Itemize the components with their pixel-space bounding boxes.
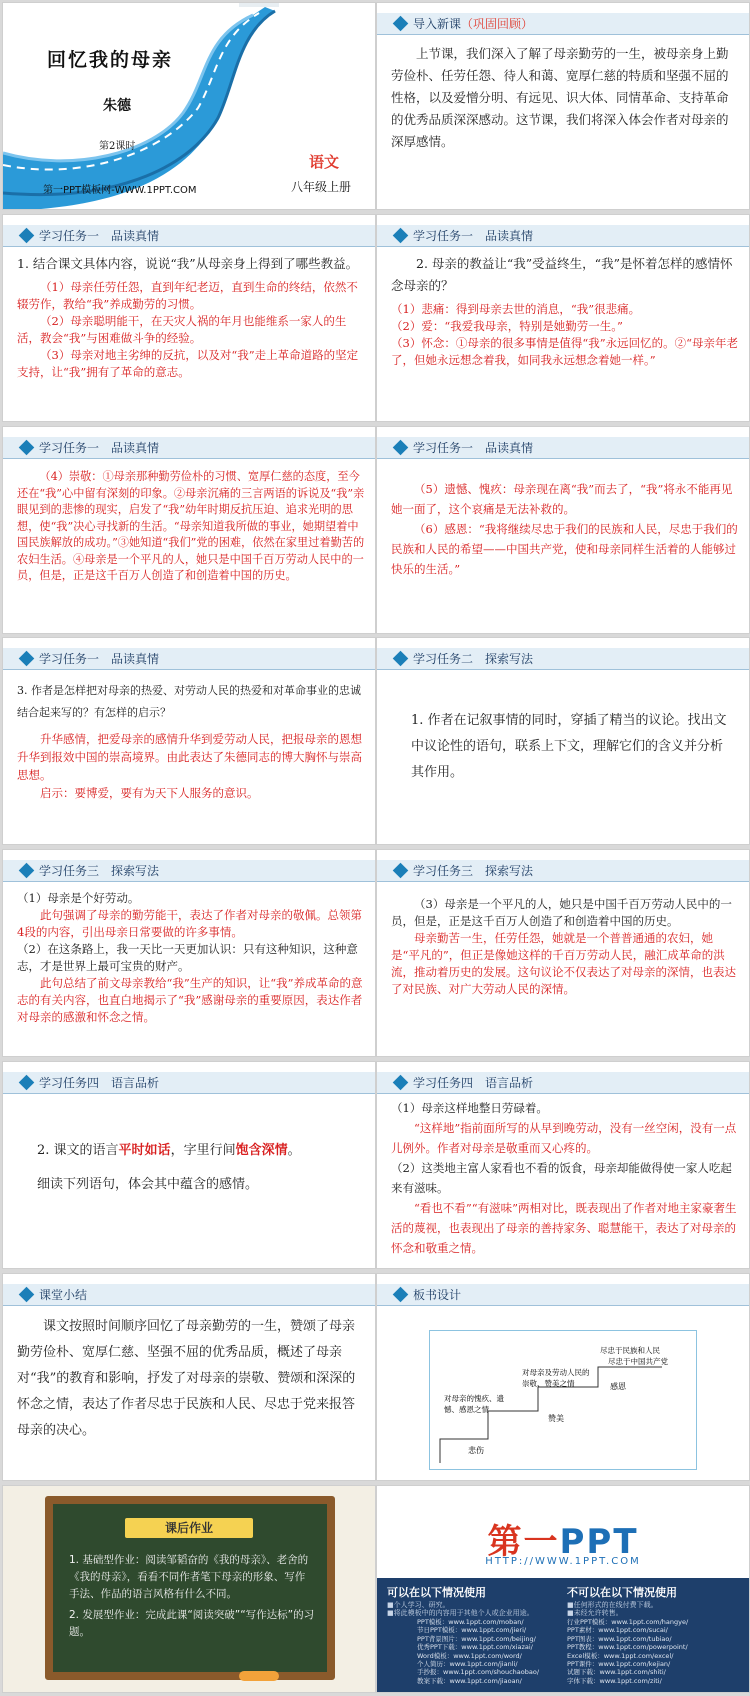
slide-header bbox=[3, 860, 375, 882]
brand-url: HTTP://WWW.1PPT.COM bbox=[485, 1556, 641, 1567]
footer-link[interactable]: 字体下载：www.1ppt.com/ziti/ bbox=[567, 1676, 662, 1685]
diamond-icon bbox=[393, 1075, 409, 1091]
slide-header bbox=[377, 648, 749, 670]
slide-task1-q2-cont[interactable] bbox=[2, 426, 376, 634]
footer-link[interactable]: PPT教程：www.1ppt.com/powerpoint/ bbox=[567, 1643, 688, 1652]
analysis-2: “看也不看”“有滋味”两相对比，既表现出了作者对地主家豪奢生活的蔑视，也表现出了母亲的善持家务、聪慧能干，表达了对母亲的怀念和敬重之情。 bbox=[391, 1201, 737, 1255]
quote-3: （3）母亲是一个平凡的人，她只是中国千百万劳动人民中的一员，但是，正是这千百万人创造了和创造着中国的历史。 bbox=[391, 897, 732, 928]
slide-title-text: 回忆我的母亲 bbox=[47, 49, 174, 71]
slide-header bbox=[3, 437, 375, 459]
slide-task1-q1[interactable] bbox=[2, 214, 376, 422]
brand-logo: 第一PPT bbox=[487, 1522, 639, 1562]
homework-item-1: 1. 基础型作业：阅读邹韬奋的《我的母亲》、老舍的《我的母亲》，看看不同作者笔下母亲的形象、写作手法、作品的语言风格有什么不同。 bbox=[69, 1554, 309, 1600]
header-title: 学习任务四 语言品析 bbox=[39, 1076, 160, 1090]
slide-summary[interactable] bbox=[2, 1273, 376, 1481]
answer-4: （4）崇敬：①母亲那种勤劳俭朴的习惯、宽厚仁慈的态度，至今还在“我”心中留有深刻的印象。②母亲沉痛的三言两语的诉说及“我”亲眼见到的悲惨的现实，启发了“我”幼年时期反抗压迫、追求光明的思想，使“我”决心寻找新的生活。“母亲知道我所做的事业，她期望着中国民族解放的成功。”③她知道“我们”党的困难，依然在家里过着勤苦的农妇生活。④母亲是一个平凡的人，她只是中国千百万劳动人民中的一员，但是，正是这千百万人创造了和创造着中国的历史。 bbox=[17, 470, 365, 582]
summary-text: 课文按照时间顺序回忆了母亲勤劳的一生，赞颂了母亲勤劳俭朴、宽厚仁慈、坚强不屈的优秀品质，概述了母亲对“我”的教育和影响，抒发了对母亲的崇敬、赞颂和深深的怀念之情，表达了作者尽忠于民族和人民、尽忠于党来报答母亲的决心。 bbox=[17, 1319, 356, 1438]
can-use-title: 可以在以下情况使用 bbox=[387, 1586, 486, 1599]
footer-link[interactable]: Excel模板：www.1ppt.com/excel/ bbox=[567, 1651, 674, 1660]
analysis-3: 母亲勤苦一生，任劳任怨，她就是一个普普通通的农妇，她是“平凡的”，但正是像她这样的千百万劳动人民，融汇成革命的洪流，推动着历史的发展。这句议论不仅表达了对母亲的深情，也表达了对民族、对广大劳动人民的深情。 bbox=[391, 931, 736, 996]
slide-task3-a[interactable] bbox=[2, 849, 376, 1057]
slide-header bbox=[3, 1284, 375, 1306]
step2-bottom: 赞美 bbox=[548, 1414, 564, 1423]
footer-link[interactable]: 教案下载：www.1ppt.com/jiaoan/ bbox=[417, 1676, 522, 1685]
footer-link[interactable]: 试题下载：www.1ppt.com/shiti/ bbox=[567, 1668, 666, 1677]
quote-1: （1）母亲这样地整日劳碌着。 bbox=[391, 1101, 548, 1115]
footer-link[interactable]: 手抄报：www.1ppt.com/shouchaobao/ bbox=[417, 1668, 540, 1677]
slide-header bbox=[377, 225, 749, 247]
language-note: 2. 课文的语言平时如话，字里行间饱含深情。 bbox=[37, 1143, 301, 1158]
slide-intro[interactable] bbox=[376, 2, 750, 210]
cannot-use-sub2: ■未经允许转售。 bbox=[567, 1609, 623, 1617]
footer-link[interactable]: PPT素材：www.1ppt.com/sucai/ bbox=[567, 1626, 668, 1635]
task-text: 1. 作者在记叙事情的同时，穿插了精当的议论。找出文中议论性的语句，联系上下文，理解它们的含义并分析其作用。 bbox=[411, 713, 727, 780]
slide-header bbox=[377, 13, 749, 35]
footer-link[interactable]: 行业PPT模板：www.1ppt.com/hangye/ bbox=[567, 1618, 689, 1626]
header-subtitle: （巩固回顾） bbox=[461, 17, 534, 31]
step3-top2: 尽忠于中国共产党 bbox=[608, 1357, 668, 1366]
diamond-icon bbox=[19, 863, 35, 879]
diamond-icon bbox=[393, 1287, 409, 1303]
subject-label: 语文 bbox=[309, 153, 340, 171]
links-left bbox=[417, 1618, 539, 1685]
diamond-icon bbox=[19, 228, 35, 244]
links-right bbox=[567, 1618, 688, 1685]
answer-1: （1）悲痛：得到母亲去世的消息，“我”很悲痛。 bbox=[391, 302, 641, 316]
diamond-icon bbox=[19, 1287, 35, 1303]
header-title: 板书设计 bbox=[413, 1288, 462, 1302]
footer-link[interactable]: 节日PPT模板：www.1ppt.com/jieri/ bbox=[417, 1626, 527, 1635]
slide-header bbox=[3, 648, 375, 670]
lesson-label: 第2课时 bbox=[99, 141, 136, 152]
staircase-diagram bbox=[429, 1330, 697, 1470]
header-title: 学习任务二 探索写法 bbox=[413, 652, 534, 666]
step1-bottom: 悲伤 bbox=[468, 1446, 484, 1455]
header-title: 学习任务三 探索写法 bbox=[39, 864, 160, 878]
slide-header bbox=[377, 1072, 749, 1094]
footer-link[interactable]: Word模板：www.1ppt.com/word/ bbox=[417, 1651, 522, 1660]
footer-link[interactable]: PPT图表：www.1ppt.com/tubiao/ bbox=[567, 1634, 672, 1643]
header-title: 学习任务一 品读真情 bbox=[39, 441, 160, 455]
answer-1: 升华感情，把爱母亲的感情升华到爱劳动人民，把报母亲的恩想升华到报效中国的崇高境界。由此表达了朱德同志的博大胸怀与崇高思想。 bbox=[17, 732, 362, 782]
cannot-use-title: 不可以在以下情况使用 bbox=[567, 1586, 677, 1599]
header-title: 学习任务三 探索写法 bbox=[413, 864, 534, 878]
analysis-2: 此句总结了前文母亲教给“我”生产的知识，让“我”养成革命的意志的有关内容，也直白地揭示了“我”感谢母亲的重要原因，表达作者对母亲的感激和怀念之情。 bbox=[17, 976, 363, 1024]
chalkboard bbox=[45, 1496, 335, 1680]
site-label: 第一PPT模板网-WWW.1PPT.COM bbox=[43, 185, 197, 196]
slide-header bbox=[3, 225, 375, 247]
header-title: 导入新课 bbox=[413, 17, 462, 31]
diamond-icon bbox=[19, 651, 35, 667]
keyword-2: 饱含深情 bbox=[235, 1143, 288, 1158]
author: 朱德 bbox=[103, 98, 131, 114]
answer-1: （1）母亲任劳任怨，直到年纪老迈，直到生命的终结，依然不辍劳作，教给“我”养成勤劳的习惯。 bbox=[17, 280, 358, 311]
quote-2: （2）在这条路上，我一天比一天更加认识：只有这种知识，这种意志，才是世界上最可宝贵的财产。 bbox=[17, 942, 358, 973]
slide-task1-q2[interactable] bbox=[376, 214, 750, 422]
slide-task1-q3[interactable] bbox=[2, 637, 376, 845]
question-text: 2. 母亲的教益让“我”受益终生，“我”是怀着怎样的感情怀念母亲的？ bbox=[391, 256, 733, 293]
quote-2: （2）这类地主富人家看也不看的饭食，母亲却能做得使一家人吃起来有滋味。 bbox=[391, 1161, 732, 1195]
slide-homework[interactable] bbox=[2, 1485, 376, 1693]
header-title: 课堂小结 bbox=[39, 1288, 88, 1302]
homework-list bbox=[69, 1552, 315, 1641]
grade-label: 八年级上册 bbox=[291, 180, 352, 194]
usage-panel bbox=[377, 1578, 749, 1693]
footer-link[interactable]: 优秀PPT下载：www.1ppt.com/xiazai/ bbox=[417, 1643, 533, 1652]
header-title: 学习任务一 品读真情 bbox=[413, 441, 534, 455]
keyword-1: 平时如话 bbox=[118, 1143, 171, 1158]
slide-task4-b[interactable] bbox=[376, 1061, 750, 1269]
can-use-sub2: ■将此模板中的内容用于其他个人或企业用途。 bbox=[387, 1609, 534, 1617]
analysis-1: 此句强调了母亲的勤劳能干，表达了作者对母亲的敬佩。总领第4段的内容，引出母亲日常要做的许多事情。 bbox=[17, 908, 362, 939]
question-text: 1. 结合课文具体内容，说说“我”从母亲身上得到了哪些教益。 bbox=[17, 256, 359, 271]
step1-top: 对母亲的愧疚、遗憾、感恩之情 bbox=[444, 1394, 504, 1414]
homework-item-2: 2. 发展型作业：完成此课“阅读突破”“写作达标”的习题。 bbox=[69, 1609, 315, 1638]
footer-link[interactable]: 个人简历：www.1ppt.com/jianli/ bbox=[417, 1660, 518, 1669]
step3-top: 尽忠于民族和人民 bbox=[600, 1346, 660, 1355]
homework-tag: 课后作业 bbox=[125, 1518, 253, 1538]
slide-task1-q2-end[interactable] bbox=[376, 426, 750, 634]
diamond-icon bbox=[393, 228, 409, 244]
footer-link[interactable]: PPT课件：www.1ppt.com/kejian/ bbox=[567, 1660, 671, 1669]
answer-3: （3）怀念：①母亲的很多事情是值得“我”永远回忆的。②“母亲年老了，但她永远想念着我，如同我永远想念着她一样。” bbox=[391, 336, 738, 367]
slide-header bbox=[377, 860, 749, 882]
step3-bottom: 感恩 bbox=[610, 1382, 626, 1391]
step2-top: 对母亲及劳动人民的崇敬、赞美之情 bbox=[522, 1368, 590, 1388]
instruction: 细读下列语句，体会其中蕴含的感情。 bbox=[37, 1177, 259, 1192]
answer-2: 启示：要博爱，要有为天下人服务的意识。 bbox=[40, 786, 259, 800]
can-use-sub: ■个人学习、研究。 bbox=[387, 1601, 450, 1609]
slide-task2[interactable] bbox=[376, 637, 750, 845]
slide-header bbox=[377, 1284, 749, 1306]
slide-ending[interactable] bbox=[376, 1485, 750, 1693]
diamond-icon bbox=[393, 863, 409, 879]
header-title: 学习任务一 品读真情 bbox=[39, 229, 160, 243]
slide-header bbox=[3, 1072, 375, 1094]
footer-link[interactable]: PPT模板：www.1ppt.com/moban/ bbox=[417, 1618, 524, 1626]
question-text: 3. 作者是怎样把对母亲的热爱、对劳动人民的热爱和对革命事业的忠诚结合起来写的？有怎样的启示？ bbox=[17, 684, 361, 719]
quote-1: （1）母亲是个好劳动。 bbox=[17, 891, 140, 905]
answer-5: （5）遗憾、愧疚：母亲现在离“我”而去了，“我”将永不能再见她一面了，这个哀痛是无法补救的。 bbox=[391, 482, 733, 516]
slide-header bbox=[377, 437, 749, 459]
answer-3: （3）母亲对地主劣绅的反抗，以及对“我”走上革命道路的坚定支持，让“我”拥有了革命的意志。 bbox=[17, 348, 359, 379]
intro-text: 上节课，我们深入了解了母亲勤劳的一生，被母亲身上勤劳俭朴、任劳任怨、待人和蔼、宽厚仁慈的特质和坚强不屈的性格，以及爱憎分明、有远见、识大体、同情革命、支持革命的优秀品质深深感动。这节课，我们将深入体会作者对母亲的深厚感情。 bbox=[391, 46, 729, 149]
diamond-icon bbox=[19, 440, 35, 456]
diamond-icon bbox=[393, 440, 409, 456]
chalk-icon bbox=[239, 1671, 279, 1681]
footer-link[interactable]: PPT背景图片：www.1ppt.com/beijing/ bbox=[417, 1634, 536, 1643]
diamond-icon bbox=[393, 16, 409, 32]
header-title: 学习任务四 语言品析 bbox=[413, 1076, 534, 1090]
answer-2: （2）爱：“我爱我母亲，特别是她勤劳一生。” bbox=[391, 319, 623, 333]
slide-title[interactable] bbox=[2, 2, 376, 210]
diamond-icon bbox=[393, 651, 409, 667]
header-title: 学习任务一 品读真情 bbox=[39, 652, 160, 666]
slide-task3-b[interactable] bbox=[376, 849, 750, 1057]
slide-task4-a[interactable] bbox=[2, 1061, 376, 1269]
answer-2: （2）母亲聪明能干，在天灾人祸的年月也能维系一家人的生活，教会“我”与困难做斗争的经验。 bbox=[17, 314, 347, 345]
header-title: 学习任务一 品读真情 bbox=[413, 229, 534, 243]
diamond-icon bbox=[19, 1075, 35, 1091]
answer-6: （6）感恩：“我将继续尽忠于我们的民族和人民，尽忠于我们的民族和人民的希望——中国共产党，使和母亲同样生活着的人能够过快乐的生活。” bbox=[391, 522, 738, 576]
cannot-use-sub: ■任何形式的在线付费下载。 bbox=[567, 1601, 658, 1609]
analysis-1: “这样地”指前面所写的从早到晚劳动，没有一丝空闲，没有一点儿例外。作者对母亲是敬重而又心疼的。 bbox=[391, 1121, 737, 1155]
slide-board-design[interactable] bbox=[376, 1273, 750, 1481]
